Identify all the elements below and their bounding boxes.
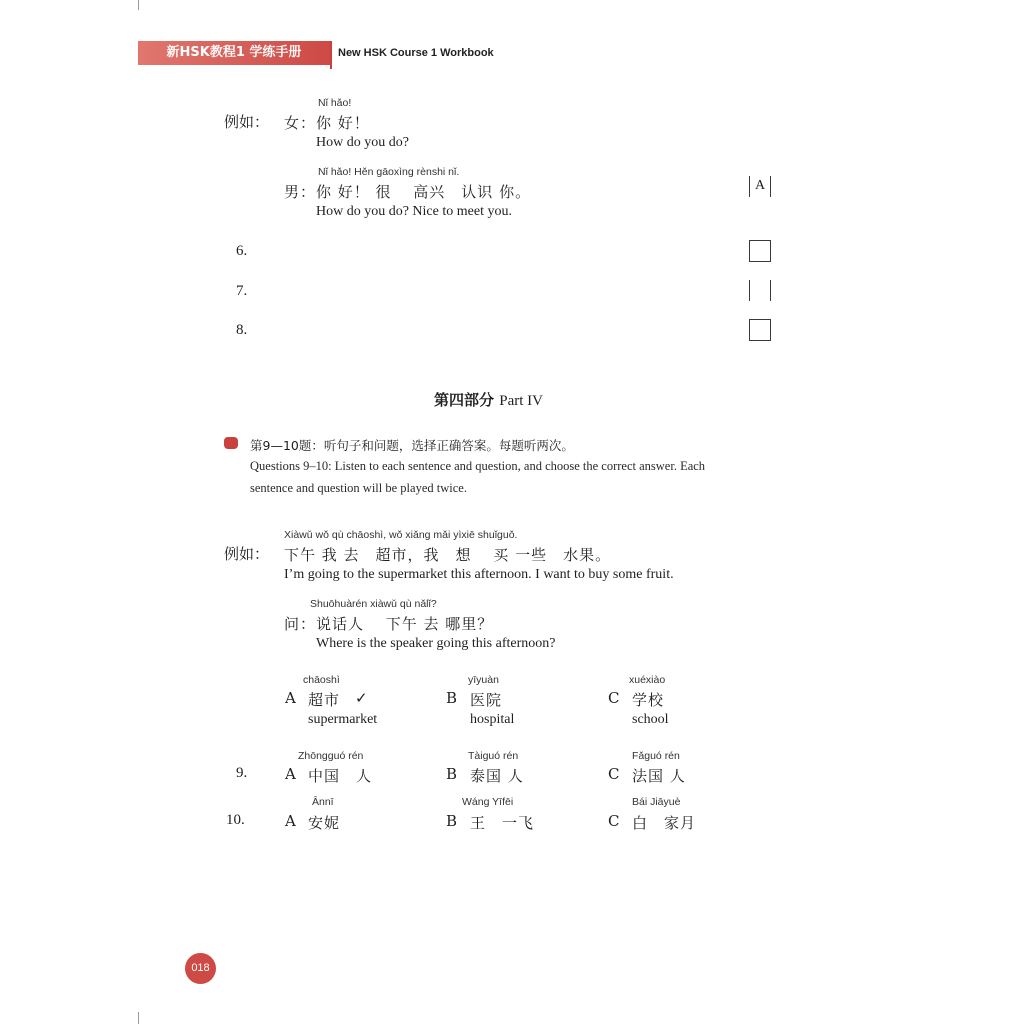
pinyin-line: Nǐ hǎo! Hěn gāoxìng rènshi nǐ.: [318, 166, 460, 178]
option-pinyin: Tàiguó rén: [468, 750, 519, 762]
crop-mark-bottom: [138, 1012, 139, 1024]
cn-line: 你 好！ 很 高兴 认识 你。: [316, 183, 532, 201]
cn-line: 说话人 下午 去 哪里？: [316, 615, 494, 633]
en-line: I’m going to the supermarket this afternoon. I want to buy some fruit.: [284, 567, 674, 582]
option-cn[interactable]: 白 家月: [632, 814, 697, 832]
answer-box-6[interactable]: [749, 240, 771, 262]
option-letter[interactable]: A: [285, 812, 297, 830]
question-number-9: 9.: [236, 765, 248, 781]
answer-box-7[interactable]: [749, 280, 771, 301]
speaker-male: 男：: [284, 183, 317, 201]
option-en: hospital: [470, 712, 515, 727]
en-line: Where is the speaker going this afternoon?: [316, 636, 556, 651]
option-cn: 超市: [308, 691, 341, 709]
example-label: 例如：: [224, 113, 270, 131]
en-line: How do you do?: [316, 135, 409, 150]
option-pinyin: Bái Jiāyuè: [632, 796, 681, 808]
header-cn-title: 新HSK教程1 学练手册: [166, 45, 302, 60]
crop-mark-top: [138, 0, 139, 10]
instruction-bullet: [224, 437, 238, 449]
option-pinyin: Fǎguó rén: [632, 750, 680, 762]
pinyin-line: Nǐ hǎo!: [318, 97, 352, 109]
option-pinyin: Wáng Yīfēi: [462, 796, 514, 808]
section-title-cn: 第四部分: [434, 391, 495, 409]
header-divider: [330, 41, 332, 69]
question-number-10: 10.: [226, 812, 245, 828]
option-letter[interactable]: A: [285, 765, 297, 783]
check-mark-icon: ✓: [355, 689, 369, 707]
example-answer-box: [749, 176, 771, 197]
cn-line: 下午 我 去 超市，我 想 买 一些 水果。: [284, 546, 612, 564]
option-cn[interactable]: 王 一飞: [470, 814, 535, 832]
example-label: 例如：: [224, 545, 270, 563]
option-cn[interactable]: 泰国 人: [470, 767, 524, 785]
option-pinyin: yīyuàn: [468, 674, 499, 686]
option-pinyin: chāoshì: [303, 674, 340, 686]
instruction-en-line2: sentence and question will be played twice.: [250, 481, 467, 495]
header-en-title: New HSK Course 1 Workbook: [338, 47, 494, 59]
option-pinyin: xuéxiào: [629, 674, 666, 686]
instruction-en-line1: Questions 9–10: Listen to each sentence and question, and choose the correct answer. Each: [250, 459, 706, 473]
option-cn: 医院: [470, 691, 503, 709]
question-number-6: 6.: [236, 243, 248, 259]
option-letter: B: [446, 689, 459, 707]
option-letter[interactable]: C: [608, 812, 621, 830]
page-number-badge: 018: [185, 953, 216, 984]
question-number-7: 7.: [236, 283, 248, 299]
option-cn[interactable]: 法国 人: [632, 767, 686, 785]
answer-box-8[interactable]: [749, 319, 771, 341]
section-title-en: Part IV: [499, 393, 543, 409]
option-cn[interactable]: 安妮: [308, 814, 341, 832]
option-letter: A: [285, 689, 297, 707]
example-answer-letter: A: [754, 178, 766, 193]
pinyin-line: Shuōhuàrén xiàwǔ qù nǎlǐ?: [310, 598, 437, 610]
option-pinyin: Zhōngguó rén: [298, 750, 364, 762]
option-letter[interactable]: C: [608, 765, 621, 783]
option-en: supermarket: [308, 712, 378, 727]
option-letter[interactable]: B: [446, 765, 459, 783]
cn-line: 你 好！: [316, 114, 370, 132]
section-title: [434, 389, 543, 410]
question-prefix: 问：: [284, 615, 317, 633]
option-letter: C: [608, 689, 621, 707]
option-cn: 学校: [632, 691, 665, 709]
pinyin-line: Xiàwǔ wǒ qù chāoshì, wǒ xiǎng mǎi yìxiē shuǐguǒ.: [284, 529, 518, 541]
en-line: How do you do? Nice to meet you.: [316, 204, 512, 219]
option-cn[interactable]: 中国 人: [308, 767, 373, 785]
option-en: school: [632, 712, 669, 727]
option-letter[interactable]: B: [446, 812, 459, 830]
instruction-cn: 第9—10题：听句子和问题，选择正确答案。每题听两次。: [250, 438, 574, 453]
option-pinyin: Ānnī: [312, 796, 334, 808]
speaker-female: 女：: [284, 114, 317, 132]
question-number-8: 8.: [236, 322, 248, 338]
